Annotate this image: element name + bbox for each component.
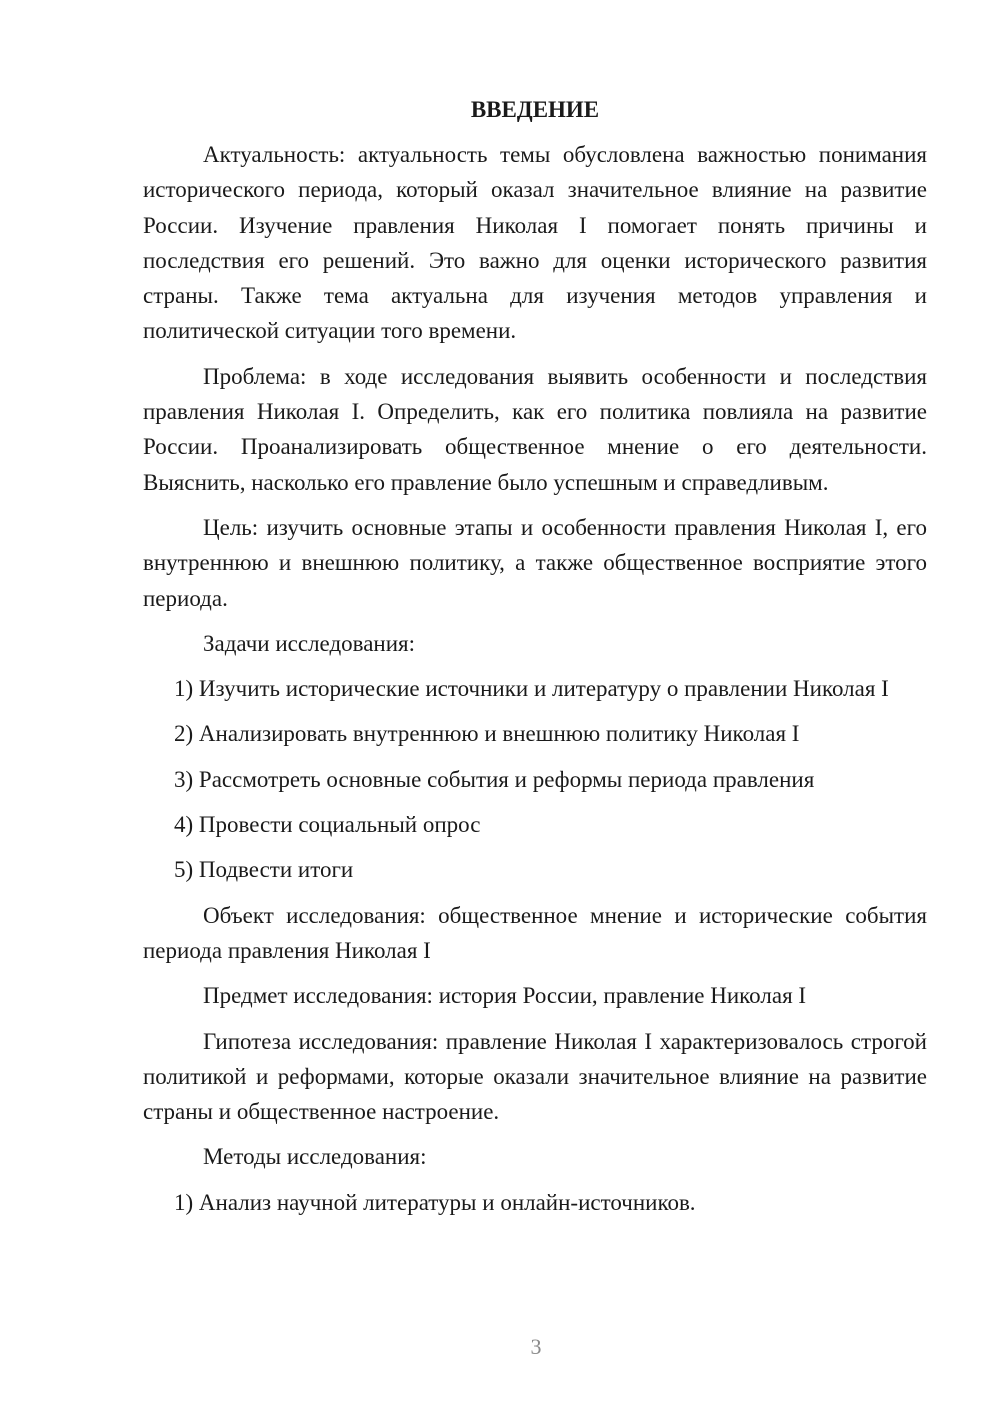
goal-paragraph: Цель: изучить основные этапы и особенности правления Николая I, его внутреннюю и внешнюю политику, а также общественное восприятие этого периода.	[143, 514, 927, 611]
methods-heading: Методы исследования:	[203, 1144, 427, 1170]
tasks-heading: Задачи исследования:	[203, 630, 416, 656]
task-item: 3) Рассмотреть основные события и реформы периода правления	[174, 766, 815, 792]
relevance-paragraph: Актуальность: актуальность темы обусловлена важностью понимания исторического периода, который оказал значительное влияние на развитие России. Изучение правления Николая I помогает понять причины и последствия его решений. Это важно для оценки исторического развития страны. Также тема актуальна для изучения методов управления и политической ситуации того времени.	[143, 142, 927, 344]
page-number: 3	[530, 1334, 542, 1359]
problem-paragraph: Проблема: в ходе исследования выявить особенности и последствия правления Николая I. Определить, как его политика повлияла на развитие России. Проанализировать общественное мнение о его деятельности. Выяснить, насколько его правление было успешным и справедливым.	[143, 363, 927, 495]
task-item: 5) Подвести итоги	[174, 857, 354, 883]
task-item: 4) Провести социальный опрос	[174, 812, 481, 838]
task-item: 2) Анализировать внутреннюю и внешнюю политику Николая I	[174, 721, 800, 747]
object-paragraph: Объект исследования: общественное мнение и исторические события периода правления Николая I	[143, 902, 927, 963]
subject-paragraph: Предмет исследования: история России, правление Николая I	[203, 983, 807, 1009]
hypothesis-paragraph: Гипотеза исследования: правление Николая I характеризовалось строгой политикой и реформами, которые оказали значительное влияние на развитие страны и общественное настроение.	[143, 1028, 927, 1125]
task-item: 1) Изучить исторические источники и литературу о правлении Николая I	[174, 676, 889, 702]
method-item: 1) Анализ научной литературы и онлайн-источников.	[174, 1189, 696, 1215]
section-title: ВВЕДЕНИЕ	[470, 97, 600, 122]
document-page	[143, 92, 927, 1230]
